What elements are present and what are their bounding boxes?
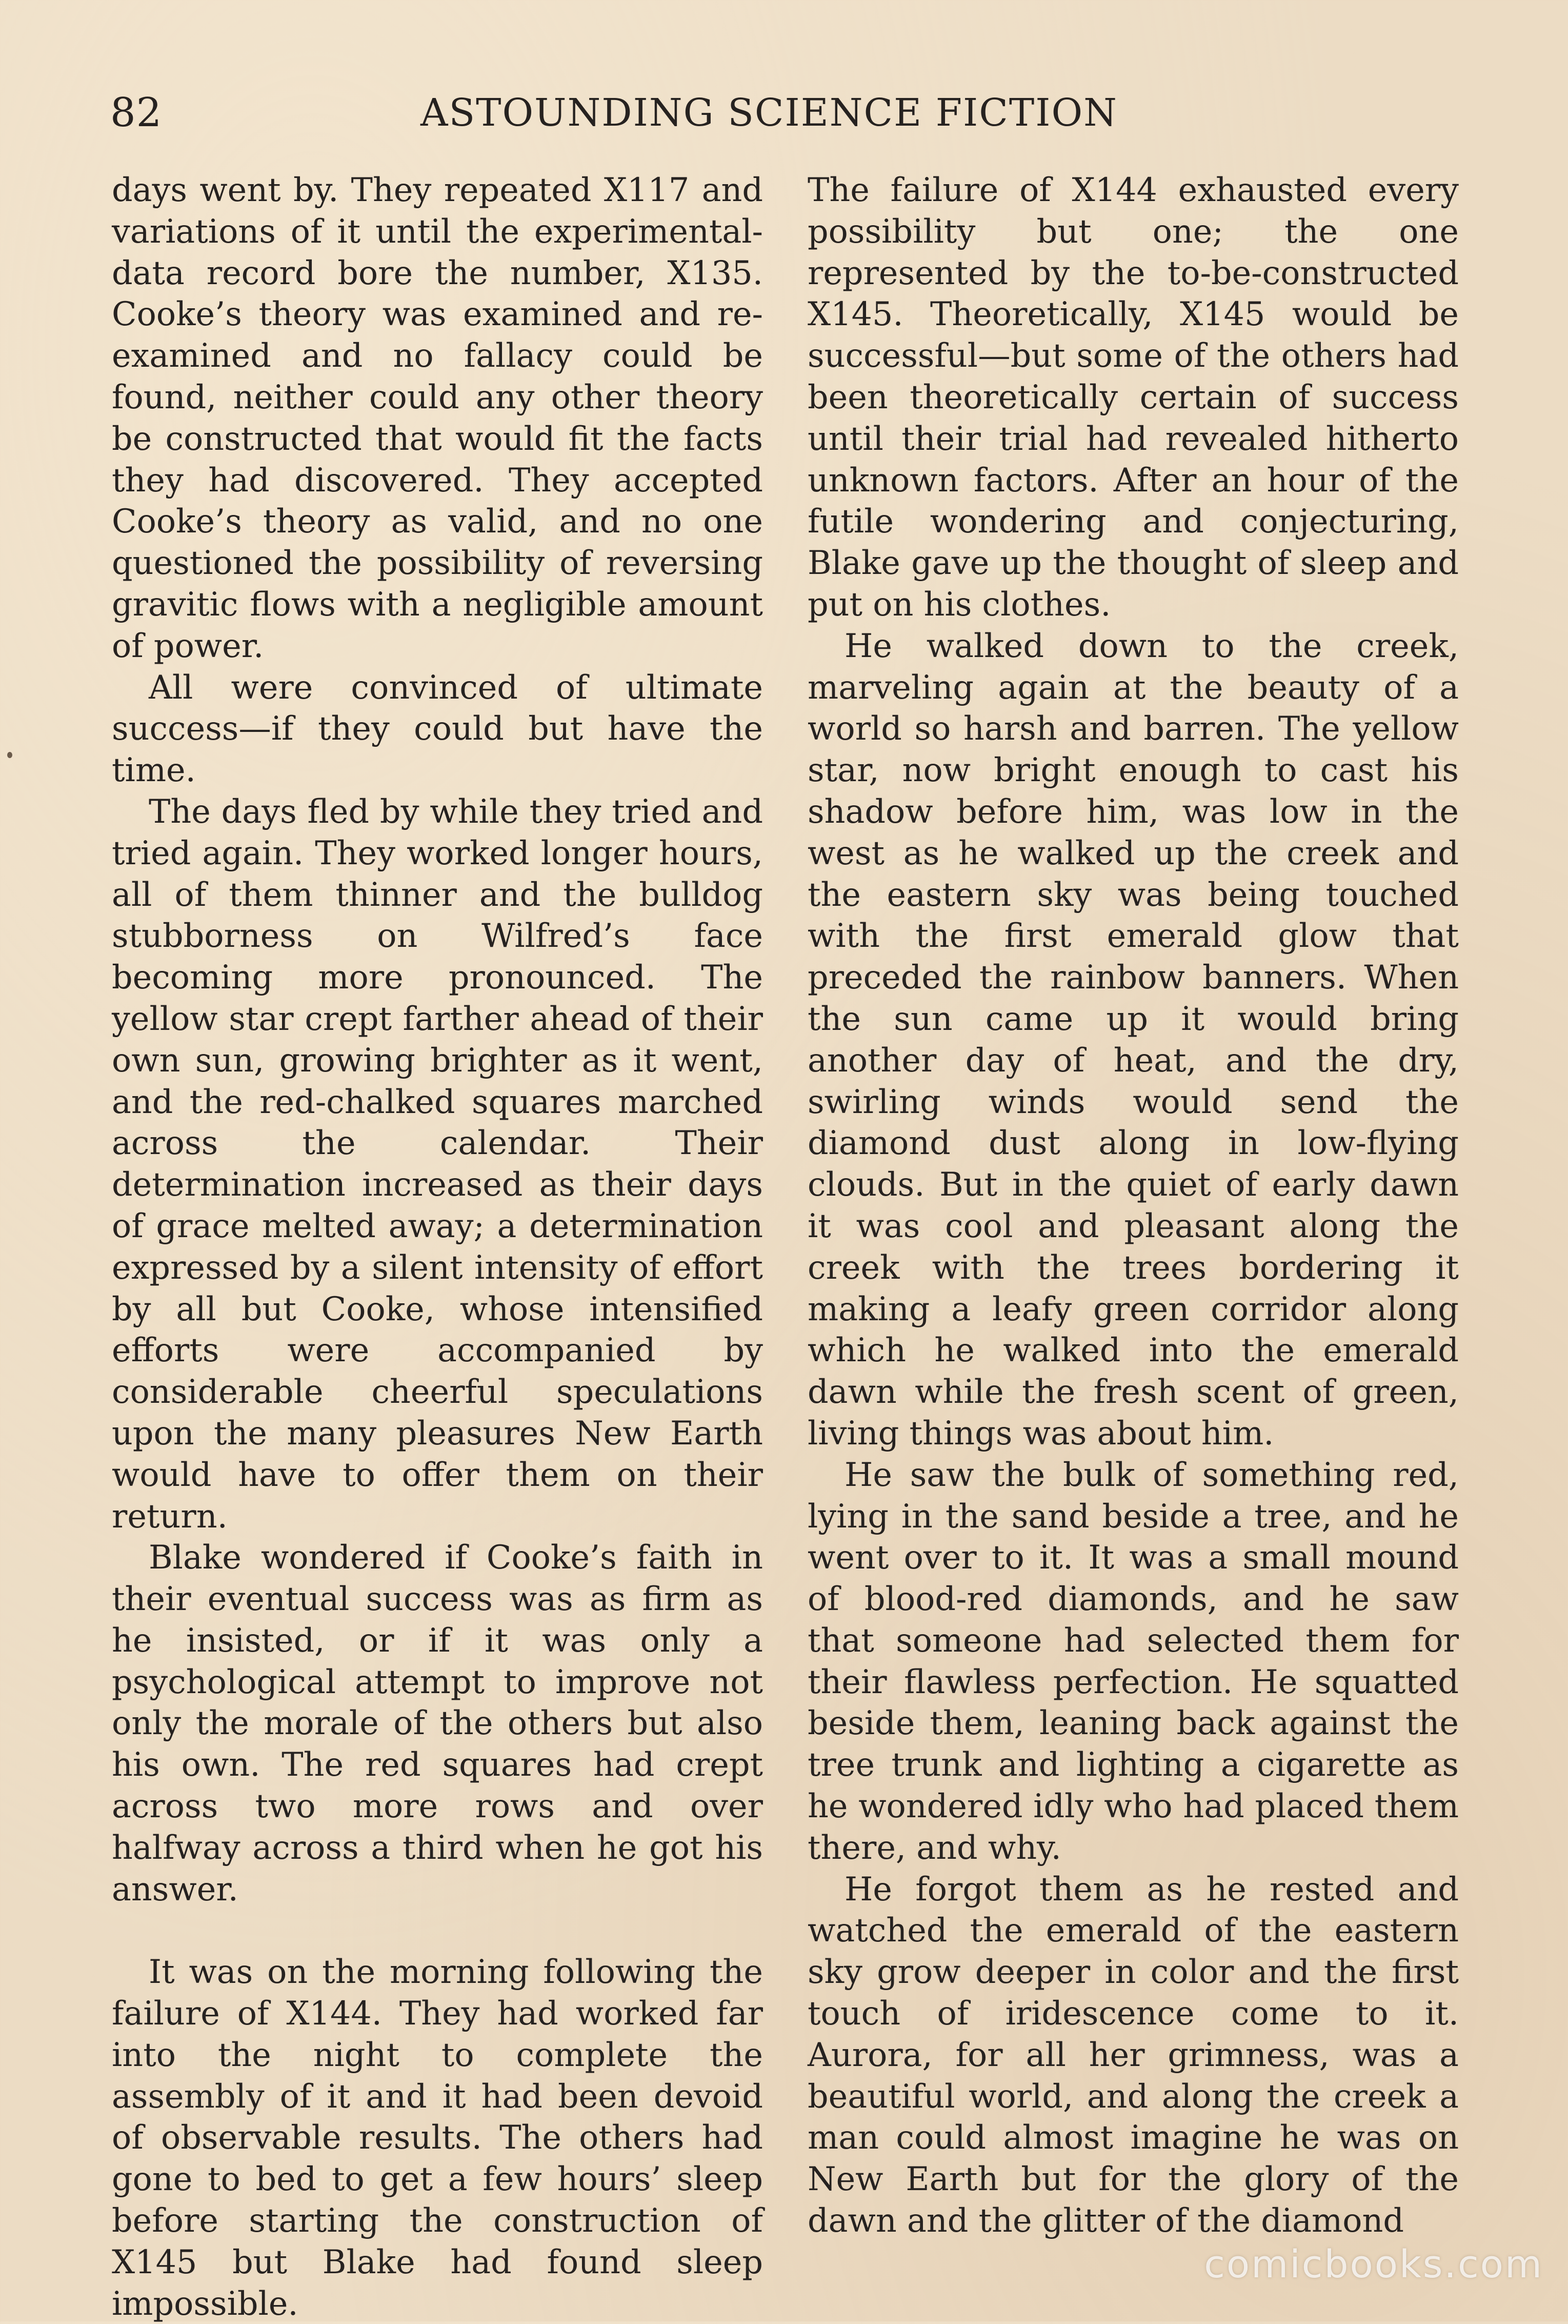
paragraph: All were convinced of ultimate success—if they could but have the time. bbox=[112, 668, 763, 789]
right-text-column bbox=[808, 169, 1459, 2241]
paragraph: He forgot them as he rested and watched the emerald of the eastern sky grow deeper in color and the first touch of iridescence come to it. Aurora, for all her grimness, was a beautiful world, and along the creek a man could almost imagine he was on New Earth but for the glory of the dawn and the glitter of the diamond bbox=[808, 1870, 1459, 2240]
paragraph: It was on the morning following the failure of X144. They had worked far into the night to complete the assembly of it and it had been devoid of observable results. The others had gone to bed to get a few hours’ sleep before starting the construction of X145 but Blake had found sleep impossible. bbox=[112, 1953, 763, 2322]
left-text-column bbox=[112, 169, 763, 2324]
page-number: 82 bbox=[110, 90, 163, 136]
paragraph: The failure of X144 exhausted every possibility but one; the one represented by the to-be-constructed X145. Theoretically, X145 would be successful—but some of the others had been theoretically certain of success until their trial had revealed hitherto unknown factors. After an hour of the futile wondering and conjecturing, Blake gave up the thought of sleep and put on his clothes. bbox=[808, 171, 1459, 623]
print-speck bbox=[7, 752, 12, 758]
watermark: comicbooks.com bbox=[1204, 2242, 1543, 2287]
paragraph: He saw the bulk of something red, lying in the sand beside a tree, and he went over to it. It was a small mound of blood-red diamonds, and he saw that someone had selected them for their flawless perfection. He squatted beside them, leaning back against the tree trunk and lighting a cigarette as he wondered idly who had placed them there, and why. bbox=[808, 1455, 1459, 1866]
paragraph: days went by. They repeated X117 and variations of it until the experimental-data record bore the number, X135. Cooke’s theory was examined and re-examined and no fallacy could be found, neither could any other theory be constructed that would fit the facts they had discovered. They accepted Cooke’s theory as valid, and no one questioned the possibility of reversing gravitic flows with a negligible amount of power. bbox=[112, 171, 763, 665]
paragraph: The days fled by while they tried and tried again. They worked longer hours, all of them thinner and the bulldog stubborness on Wilfred’s face becoming more pronounced. The yellow star crept farther ahead of their own sun, growing brighter as it went, and the red-chalked squares marched across the calendar. Their determination increased as their days of grace melted away; a determination expressed by a silent intensity of effort by all but Cooke, whose intensified efforts were accompanied by considerable cheerful speculations upon the many pleasures New Earth would have to offer them on their return. bbox=[112, 792, 763, 1535]
paragraph: Blake wondered if Cooke’s faith in their eventual success was as firm as he insisted, or if it was only a psychological attempt to improve not only the morale of the others but also his own. The red squares had crept across two more rows and over halfway across a third when he got his answer. bbox=[112, 1538, 763, 1908]
paragraph: He walked down to the creek, marveling again at the beauty of a world so harsh and barren. The yellow star, now bright enough to cast his shadow before him, was low in the west as he walked up the creek and the eastern sky was being touched with the first emerald glow that preceded the rainbow banners. When the sun came up it would bring another day of heat, and the dry, swirling winds would send the diamond dust along in low-flying clouds. But in the quiet of early dawn it was cool and pleasant along the creek with the trees bordering it making a leafy green corridor along which he walked into the emerald dawn while the fresh scent of green, living things was about him. bbox=[808, 626, 1459, 1452]
page-header bbox=[110, 87, 1156, 144]
running-title: ASTOUNDING SCIENCE FICTION bbox=[420, 91, 1118, 135]
